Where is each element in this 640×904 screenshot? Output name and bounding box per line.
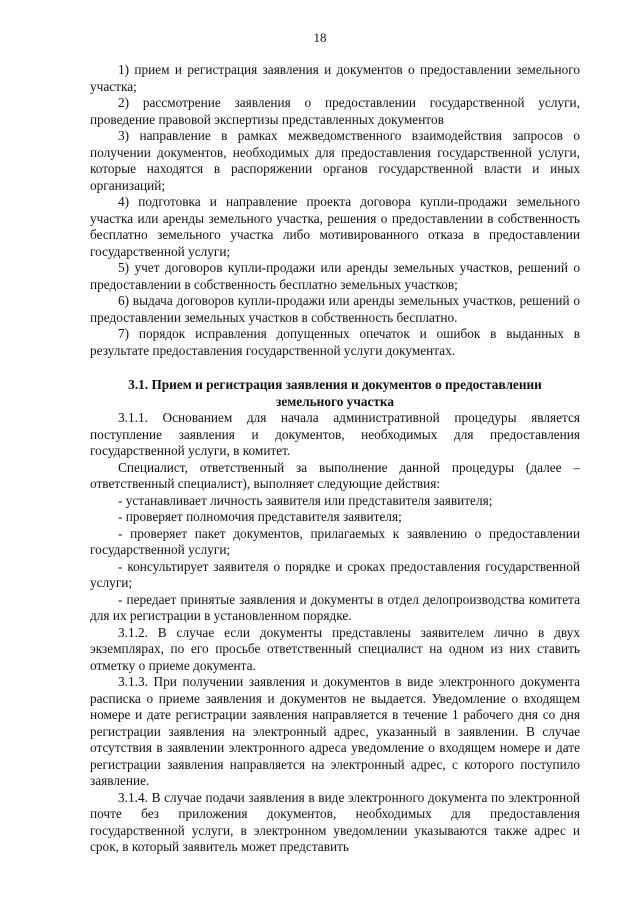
document-body [90,62,580,856]
list-item: 1) прием и регистрация заявления и документов о предоставлении земельного участка; [90,62,580,94]
paragraph: Специалист, ответственный за выполнение данной процедуры (далее – ответственный специалист), выполняет следующие действия: [90,459,580,491]
paragraph: - проверяет пакет документов, прилагаемых к заявлению о предоставлении государственной услуги; [90,525,580,557]
page-number: 18 [313,30,327,45]
paragraph: 3.1.2. В случае если документы представлены заявителем лично в двух экземплярах, по его просьбе ответственный специалист на одном из них ставить отметку о приеме документа. [90,624,580,673]
paragraph: - передает принятые заявления и документы в отдел делопроизводства комитета для их регистрации в установленном порядке. [90,591,580,623]
paragraph: - проверяет полномочия представителя заявителя; [118,509,402,524]
list-item: 7) порядок исправления допущенных опечаток и ошибок в выданных в результате предоставления государственной услуги документах. [90,326,580,358]
section-heading: 3.1. Прием и регистрация заявления и документов о предоставлении земельного участка [128,377,542,409]
procedure-list [90,62,580,359]
paragraph: - консультирует заявителя о порядке и сроках предоставления государственной услуги; [90,558,580,590]
paragraph: - устанавливает личность заявителя или представителя заявителя; [118,492,493,508]
list-item: 2) рассмотрение заявления о предоставлении государственной услуги, проведение правовой экспертизы представленных документов [90,95,580,127]
list-item: 4) подготовка и направление проекта договора купли-продажи земельного участка или аренды земельного участка, решения о предоставлении в собственность бесплатно земельного участка либо мотивированного отказа в предоставлении государственной услуги; [90,194,580,259]
paragraph: 3.1.4. В случае подачи заявления в виде электронного документа по электронной почте без приложения документов, необходимых для предоставления государственной услуги, в электронном уведомлении указываются также адрес и срок, в который заявитель может представить [90,789,580,854]
section-body [90,410,580,856]
list-item: 3) направление в рамках межведомственного взаимодействия запросов о получении документов, необходимых для предоставления государственной услуги, которые находятся в распоряжении органов государственной власти и иных организаций; [90,128,580,193]
list-item: 6) выдача договоров купли-продажи или аренды земельных участков, решений о предоставлении земельных участков в собственность бесплатно. [90,293,580,325]
paragraph: 3.1.1. Основанием для начала административной процедуры является поступление заявления и документов, необходимых для предоставления государственной услуги, в комитет. [90,410,580,458]
paragraph: 3.1.3. При получении заявления и документов в виде электронного документа расписка о приеме заявления и документов не выдается. Уведомление о входящем номере и дате регистрации заявления направляется в течение 1 рабочего дня со дня регистрации заявления на электронный адрес, указанный в заявлении. В случае отсутствия в заявлении электронного адреса уведомление о входящем номере и дате регистрации заявления направляется на электронный адрес, с которого поступило заявление. [90,674,580,788]
list-item: 5) учет договоров купли-продажи или аренды земельных участков, решений о предоставлении в собственность бесплатно земельных участков; [90,260,580,292]
